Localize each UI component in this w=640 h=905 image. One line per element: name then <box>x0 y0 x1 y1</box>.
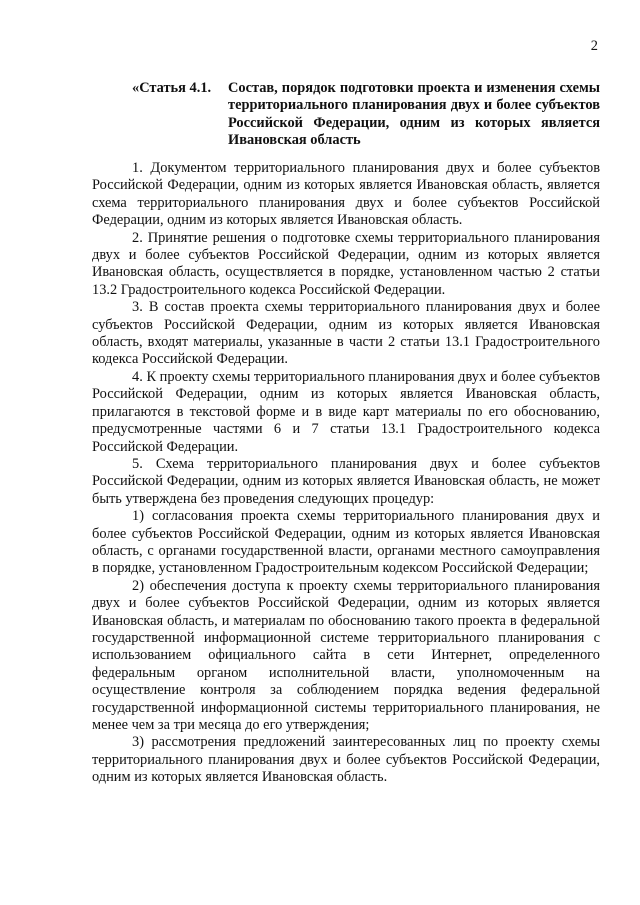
list-item-1: 1) согласования проекта схемы территориального планирования двух и более субъектов Российской Федерации, одним из которых является Ивановская область, с органами государственной власти, органами местного самоуправления в порядке, установленном Градостроительным кодексом Российской Федерации; <box>92 508 600 577</box>
paragraph-5: 5. Схема территориального планирования двух и более субъектов Российской Федерации, одним из которых является Ивановская область, не может быть утверждена без проведения следующих процедур: <box>92 455 600 507</box>
paragraph-4: 4. К проекту схемы территориального планирования двух и более субъектов Российской Федерации, одним из которых является Ивановская область, прилагаются в текстовой форме и в виде карт материалы по его обоснованию, предусмотренные частями 6 и 7 статьи 13.1 Градостроительного кодекса Российской Федерации. <box>92 368 600 455</box>
list-item-2: 2) обеспечения доступа к проекту схемы территориального планирования двух и более субъектов Российской Федерации, одним из которых является Ивановская область, и материалам по обоснованию такого проекта в федеральной государственной информационной системе территориального планирования с использованием официального сайта в сети Интернет, определенного федеральным органом исполнительной власти, уполномоченным на осуществление контроля за соблюдением порядка ведения федеральной государственной информационной системы территориального планирования, не менее чем за три месяца до его утверждения; <box>92 577 600 733</box>
article-title: Состав, порядок подготовки проекта и изменения схемы территориального планирования двух и более субъектов Российской Федерации, одним из которых является Ивановская область <box>228 80 600 149</box>
article-label: «Статья 4.1. <box>132 80 212 96</box>
list-item-3: 3) рассмотрения предложений заинтересованных лиц по проекту схемы территориального планирования двух и более субъектов Российской Федерации, одним из которых является Ивановская область. <box>92 734 600 786</box>
article-header <box>132 80 600 150</box>
page-number: 2 <box>590 38 598 54</box>
paragraph-3: 3. В состав проекта схемы территориального планирования двух и более субъектов Российской Федерации, одним из которых является Ивановская область, входят материалы, указанные в части 2 статьи 13.1 Градостроительного кодекса Российской Федерации. <box>92 299 600 368</box>
paragraph-2: 2. Принятие решения о подготовке схемы территориального планирования двух и более субъектов Российской Федерации, одним из которых является Ивановская область, осуществляется в порядке, установленном частью 2 статьи 13.2 Градостроительного кодекса Российской Федерации. <box>92 229 600 298</box>
article-body <box>92 160 600 787</box>
paragraph-1: 1. Документом территориального планирования двух и более субъектов Российской Федерации, одним из которых является Ивановская область, является схема территориального планирования двух и более субъектов Российской Федерации, одним из которых является Ивановская область. <box>92 160 600 229</box>
